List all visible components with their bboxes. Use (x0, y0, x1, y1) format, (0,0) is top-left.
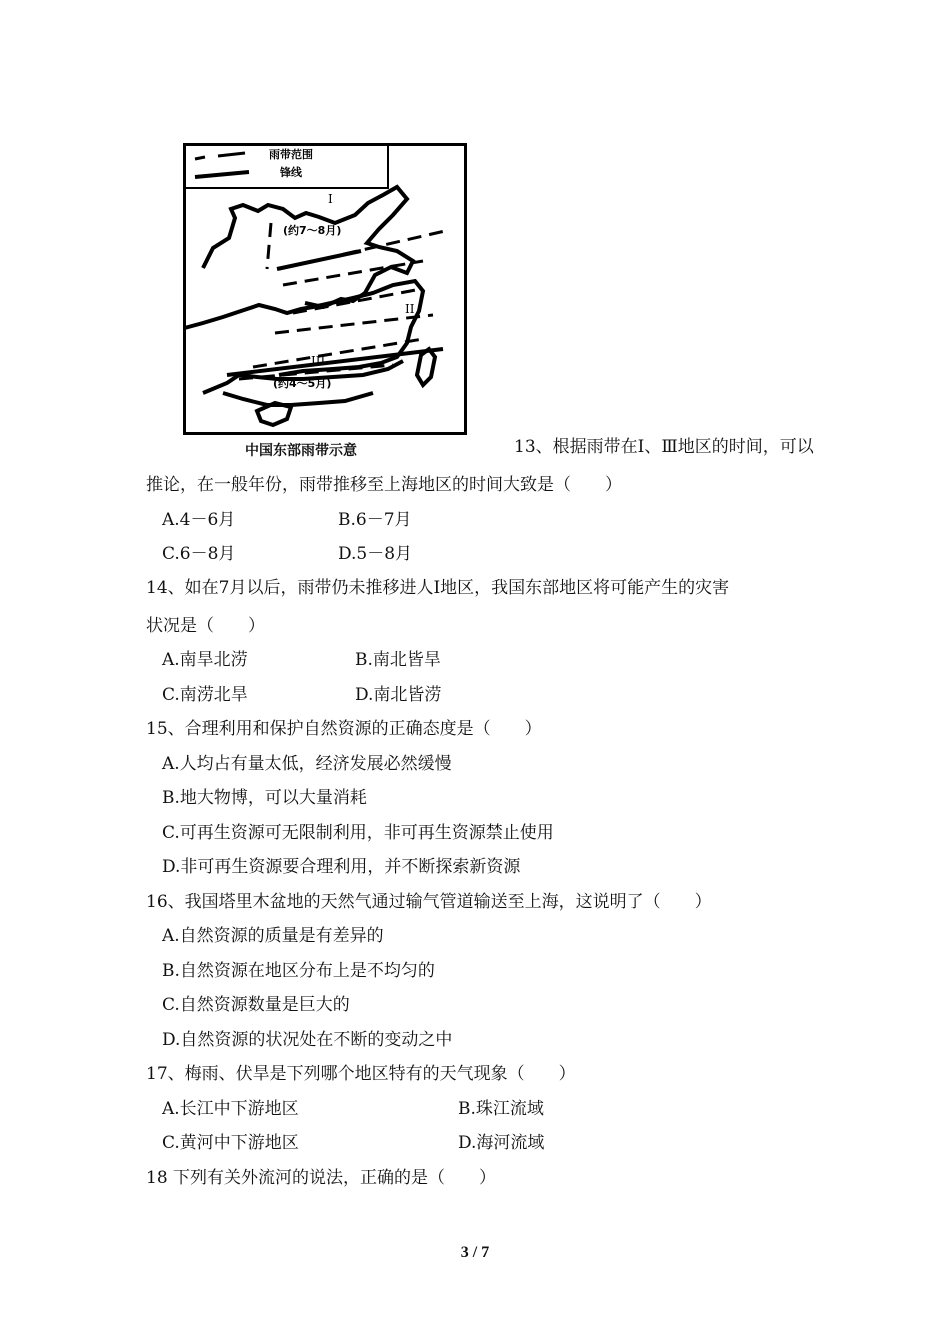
legend-front-label: 锋线 (280, 166, 302, 179)
map-caption: 中国东部雨带示意 (245, 443, 357, 459)
label-I: I (328, 192, 333, 206)
q16-option-d: D.自然资源的状况处在不断的变动之中 (162, 1030, 453, 1050)
label-I-time: (约7～8月) (283, 224, 342, 237)
q17-option-a: A.长江中下游地区 (162, 1099, 299, 1119)
q13-option-a: A.4－6月 (162, 510, 236, 530)
q13-option-d: D.5－8月 (338, 544, 413, 564)
q18-stem: 18 下列有关外流河的说法，正确的是（ ） (146, 1168, 497, 1188)
q13-option-b: B.6－7月 (338, 510, 412, 530)
q15-stem: 15、合理利用和保护自然资源的正确态度是（ ） (146, 719, 542, 739)
q17-option-d: D.海河流域 (458, 1133, 545, 1153)
q17-option-c: C.黄河中下游地区 (162, 1133, 299, 1153)
q14-option-a: A.南旱北涝 (162, 650, 248, 670)
q15-option-a: A.人均占有量太低，经济发展必然缓慢 (162, 754, 452, 774)
q14-stem-line2: 状况是（ ） (146, 616, 265, 636)
label-II: II (405, 302, 415, 316)
page-number: 3 / 7 (460, 1244, 490, 1261)
q15-option-d: D.非可再生资源要合理利用，并不断探索新资源 (162, 857, 521, 877)
q17-option-b: B.珠江流域 (458, 1099, 544, 1119)
q15-option-c: C.可再生资源可无限制利用，非可再生资源禁止使用 (162, 823, 554, 843)
q16-stem: 16、我国塔里木盆地的天然气通过输气管道输送至上海，这说明了（ ） (146, 892, 712, 912)
q16-option-c: C.自然资源数量是巨大的 (162, 995, 350, 1015)
q13-option-c: C.6－8月 (162, 544, 236, 564)
q15-option-b: B.地大物博，可以大量消耗 (162, 788, 367, 808)
q14-stem-line1: 14、如在7月以后，雨带仍未推移进人Ⅰ地区，我国东部地区将可能产生的灾害 (146, 578, 730, 598)
q16-option-a: A.自然资源的质量是有差异的 (162, 926, 384, 946)
q14-option-b: B.南北皆旱 (355, 650, 441, 670)
label-III: III (311, 354, 326, 368)
q17-stem: 17、梅雨、伏旱是下列哪个地区特有的天气现象（ ） (146, 1064, 576, 1084)
legend-front-symbol (195, 172, 249, 177)
q16-option-b: B.自然资源在地区分布上是不均匀的 (162, 961, 435, 981)
q14-option-d: D.南北皆涝 (355, 685, 442, 705)
q13-stem-line1: 13、根据雨带在Ⅰ、Ⅲ地区的时间，可以 (514, 437, 814, 457)
legend-rain-symbol (195, 153, 245, 159)
label-III-time: (约4～5月) (273, 377, 332, 390)
q14-option-c: C.南涝北旱 (162, 685, 248, 705)
q13-stem-line2: 推论，在一般年份，雨带推移至上海地区的时间大致是（ ） (146, 475, 622, 495)
rain-belt-map (183, 143, 467, 435)
legend-rain-label: 雨带范围 (269, 148, 313, 161)
